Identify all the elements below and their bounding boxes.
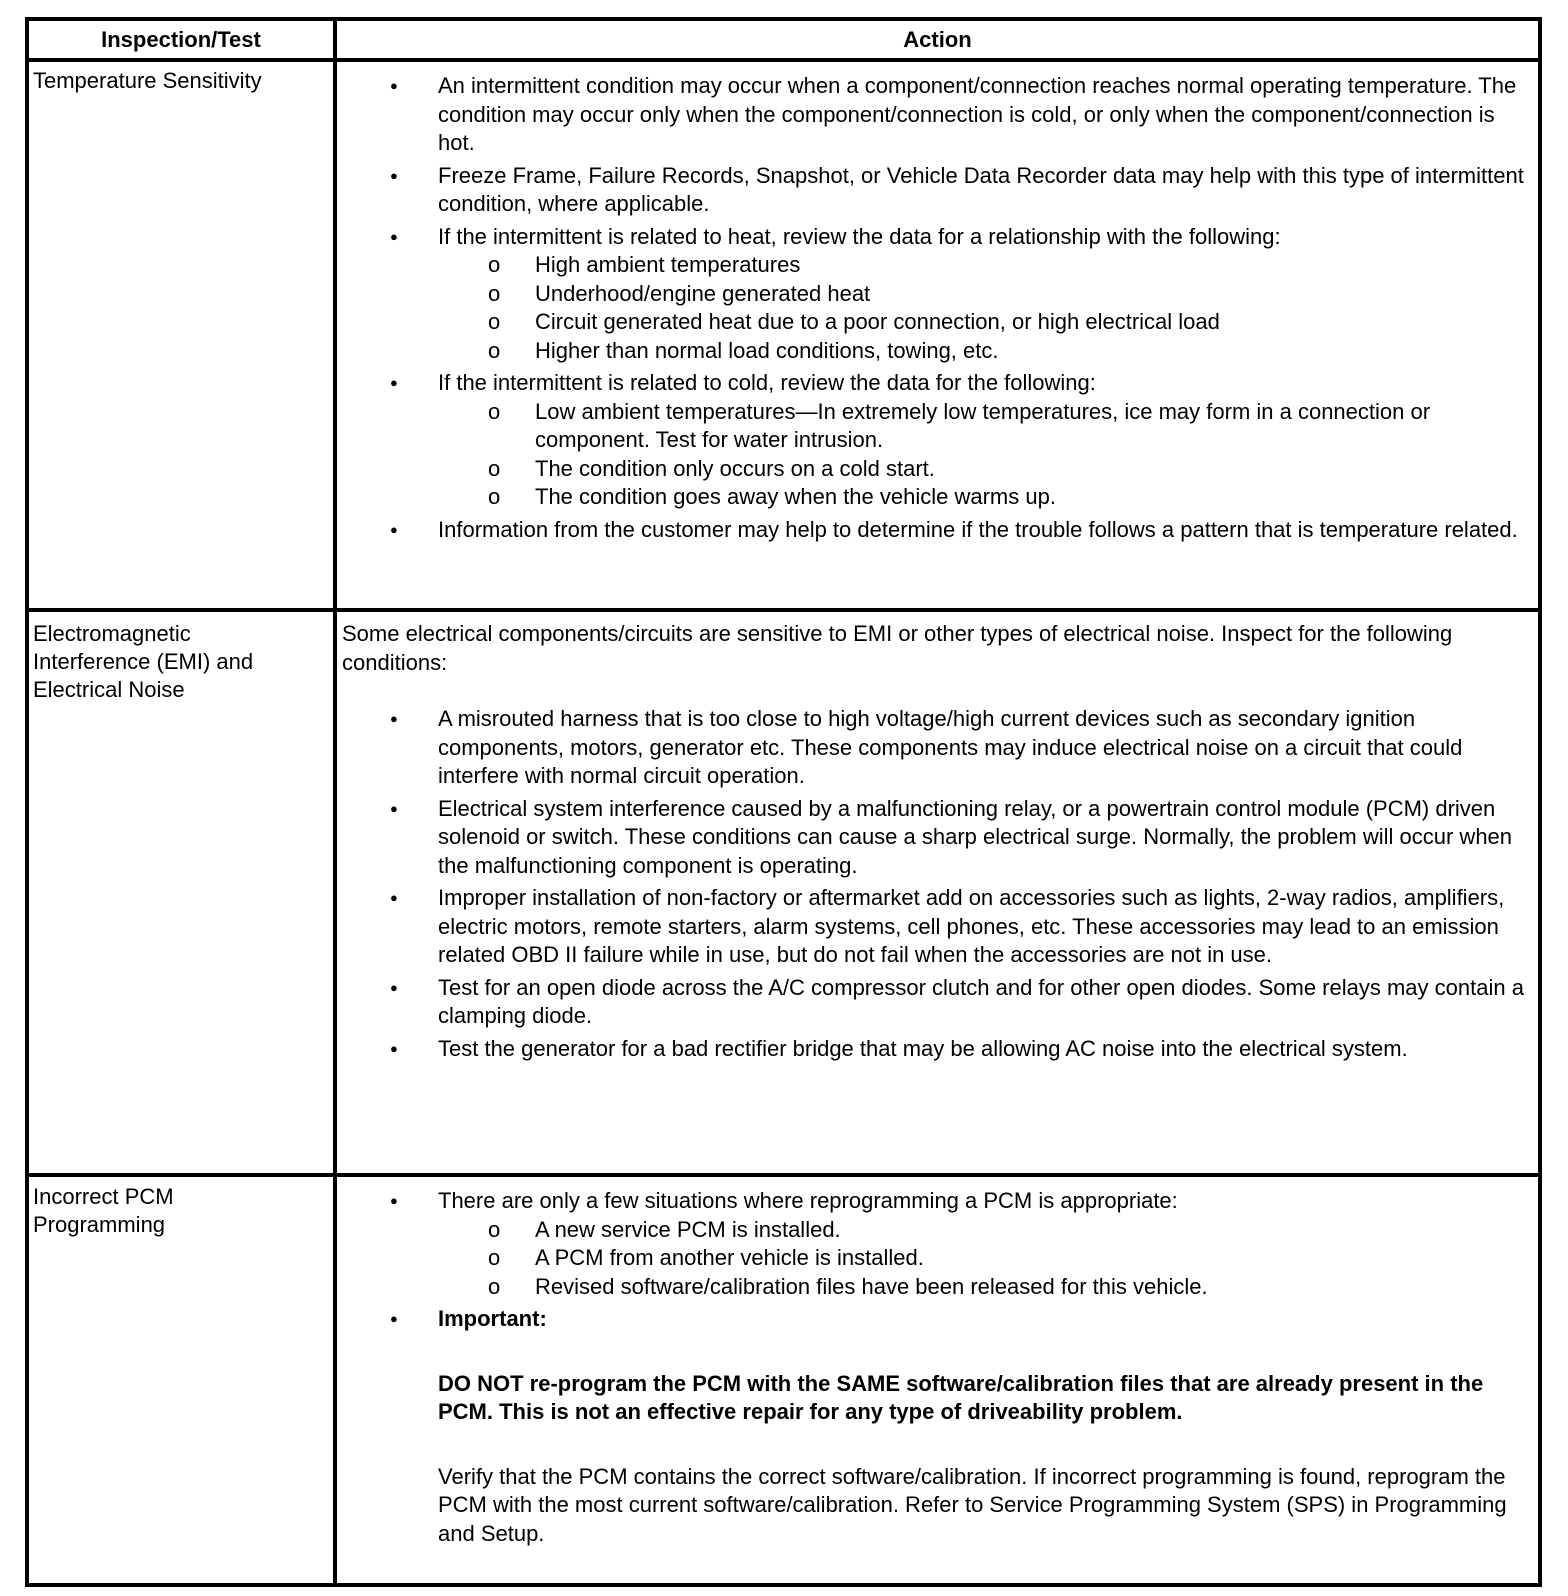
sub-list-item: o Higher than normal load conditions, towing, etc. [438,337,1534,366]
column-divider [333,21,337,1583]
sub-list-item: o Underhood/engine generated heat [438,280,1534,309]
row-label-pcm-programming: Incorrect PCM Programming [33,1184,174,1237]
sub-list-item: o Circuit generated heat due to a poor connection, or high electrical load [438,308,1534,337]
row-action-temperature-sensitivity [342,72,1534,548]
list-item: ● Freeze Frame, Failure Records, Snapshot, or Vehicle Data Recorder data may help with this type of intermittent condition, where applicable. [342,162,1534,219]
sub-list-item: o Low ambient temperatures—In extremely low temperatures, ice may form in a connection or component. Test for water intrusion. [438,398,1534,455]
list-item: ● Information from the customer may help to determine if the trouble follows a pattern that is temperature related. [342,516,1534,545]
header-action: Action [903,27,972,52]
sub-list-item: o The condition only occurs on a cold start. [438,455,1534,484]
row-divider-2 [29,1173,1538,1177]
inspection-table [25,17,1542,1587]
intro-text: Some electrical components/circuits are sensitive to EMI or other types of electrical noise. Inspect for the following conditions: [342,621,1453,675]
list-item [342,1187,1534,1301]
list-item-text: ● If the intermittent is related to heat, review the data for a relationship with the following: [438,223,1281,249]
sub-list-item: o High ambient temperatures [438,251,1534,280]
important-label: ● Important: [438,1306,547,1331]
list-item-text: ● There are only a few situations where reprogramming a PCM is appropriate: [438,1188,1178,1213]
row-action-pcm-programming [342,1187,1534,1552]
warning-text: DO NOT re-program the PCM with the SAME software/calibration files that are already present in the PCM. This is not an effective repair for any type of driveability problem. [438,1370,1484,1424]
list-item: ● An intermittent condition may occur when a component/connection reaches normal operating temperature. The condition may occur only when the component/connection is cold, or only when the component/connection is hot. [342,72,1534,158]
list-item: ● Improper installation of non-factory or aftermarket add on accessories such as lights, 2-way radios, amplifiers, electric motors, remote starters, alarm systems, cell phones, etc. These accessories may lead to an emission related OBD II failure while in use, but do not fail when the accessories are not in use. [342,884,1534,970]
list-item-text: ● If the intermittent is related to cold, review the data for the following: [438,370,1096,395]
list-item: ● Test the generator for a bad rectifier bridge that may be allowing AC noise into the electrical system. [342,1035,1534,1064]
list-item: ● Electrical system interference caused by a malfunctioning relay, or a powertrain control module (PCM) driven solenoid or switch. These conditions can cause a sharp electrical surge. Normally, the problem will occur when the malfunctioning component is operating. [342,795,1534,881]
sub-list-item: o A PCM from another vehicle is installed. [438,1244,1534,1273]
list-item: ● Test for an open diode across the A/C compressor clutch and for other open diodes. Some relays may contain a clamping diode. [342,974,1534,1031]
row-action-emi [342,620,1534,1067]
sub-list-item: o A new service PCM is installed. [438,1216,1534,1245]
list-item [342,1305,1534,1548]
verify-text: Verify that the PCM contains the correct software/calibration. If incorrect programming is found, reprogram the PCM with the most current software/calibration. Refer to Service Programming System (SPS) in Programming and Setup. [438,1463,1507,1546]
list-item [342,223,1534,366]
header-inspection-test: Inspection/Test [101,27,261,52]
sub-list-item: o Revised software/calibration files have been released for this vehicle. [438,1273,1534,1302]
list-item [342,369,1534,512]
list-item: ● A misrouted harness that is too close to high voltage/high current devices such as secondary ignition components, motors, generator etc. These components may induce electrical noise on a circuit that could interfere with normal circuit operation. [342,705,1534,791]
sub-list-item: o The condition goes away when the vehicle warms up. [438,483,1534,512]
header-divider [29,58,1538,62]
row-label-emi: Electromagnetic Interference (EMI) and Electrical Noise [33,621,254,702]
row-divider-1 [29,608,1538,612]
row-label-temperature-sensitivity: Temperature Sensitivity [33,68,262,93]
